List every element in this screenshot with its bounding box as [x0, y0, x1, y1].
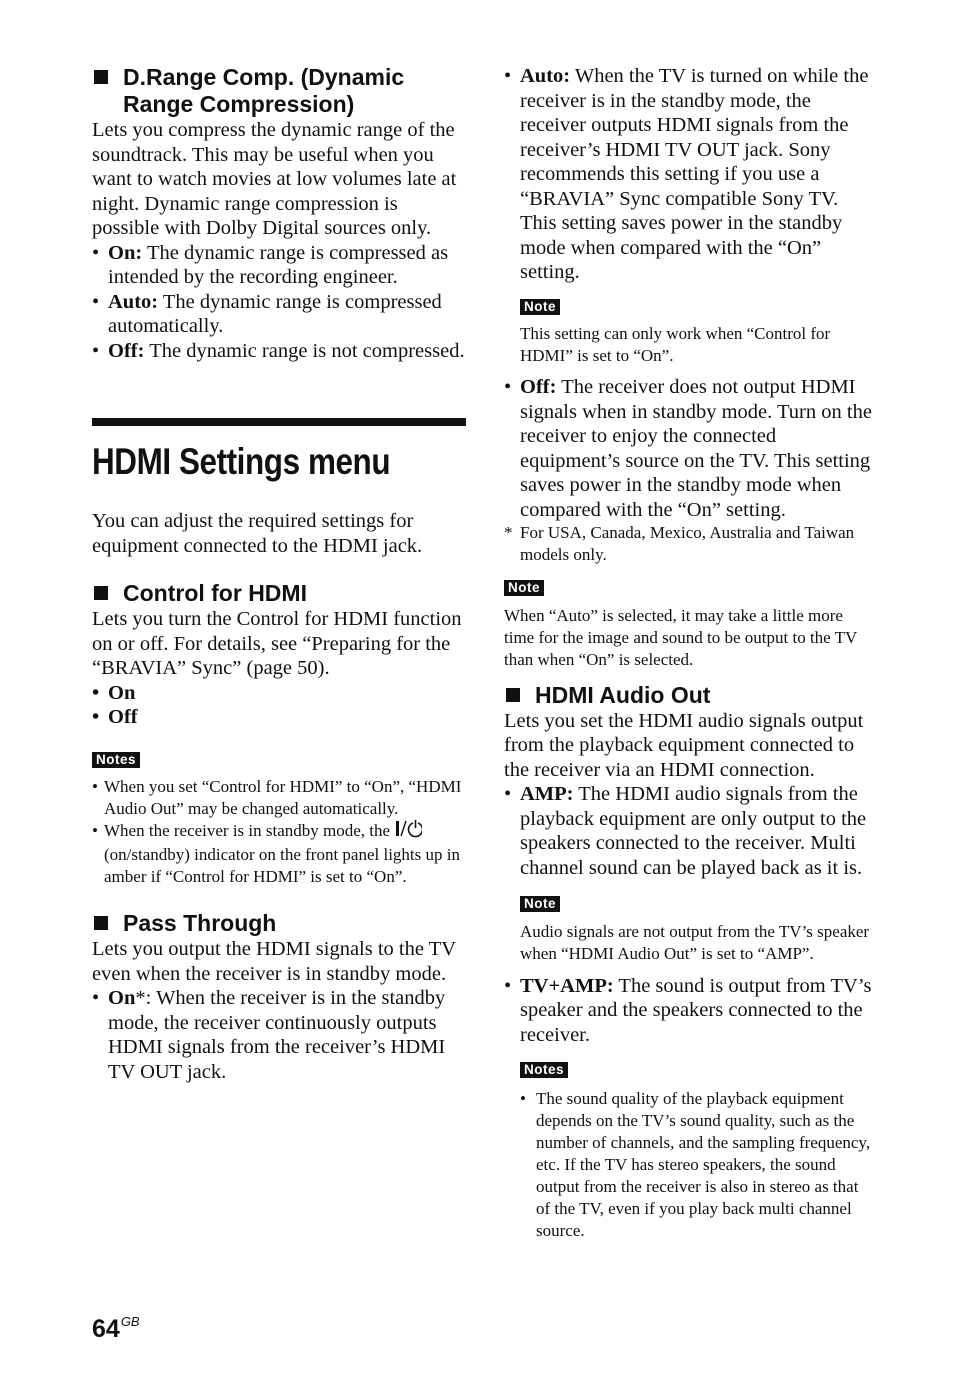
drange-heading: D.Range Comp. (Dynamic Range Compression) [92, 64, 466, 118]
drange-body: Lets you compress the dynamic range of the soundtrack. This may be useful when you want to watch movies at low volumes late at night. Dynamic range compression is possible with Dolby Digital sources only. [92, 119, 457, 239]
section-rule [92, 418, 466, 426]
list-item: • Off: The dynamic range is not compressed. [92, 339, 465, 362]
list-item: • Auto: When the TV is turned on while the receiver is in the standby mode, the receiver outputs HDMI signals from the receiver’s HDMI TV OUT jack. Sony recommends this setting if you use a “BRAVIA” Sync compatible Sony TV. This setting saves power in the standby mode when compared with the “On” setting. [504, 65, 869, 283]
list-item: • Off [92, 706, 138, 728]
list-item: • Off: The receiver does not output HDMI signals when in standby mode. Turn on the receiver to enjoy the connected equipment’s source on the TV. This setting saves power in the standby mode when compared with the “On” setting. [504, 376, 872, 521]
note-text: Audio signals are not output from the TV’s speaker when “HDMI Audio Out” is set to “AMP”. [520, 921, 870, 963]
pass-heading: Pass Through [92, 910, 466, 937]
control-heading: Control for HDMI [92, 580, 466, 607]
section-square-icon [506, 688, 520, 702]
note-item: • When the receiver is in standby mode, the (on/standby) indicator on the front panel lights up in amber if “Control for HDMI” is set to “On”. [92, 821, 460, 886]
list-item: • AMP: The HDMI audio signals from the playback equipment are only output to the speakers connected to the receiver. Multi channel sound can be played back as it is. [504, 783, 867, 879]
note-badge: Note [520, 896, 560, 912]
control-body: Lets you turn the Control for HDMI function on or off. For details, see “Preparing for the “BRAVIA” Sync” (page 50). [92, 608, 462, 679]
note-text: This setting can only work when “Control for HDMI” is set to “On”. [520, 324, 831, 365]
note-badge: Note [520, 299, 560, 315]
list-item: • On [92, 681, 136, 704]
section-square-icon [94, 586, 108, 600]
list-item: • TV+AMP: The sound is output from TV’s speaker and the speakers connected to the receiver. [504, 974, 872, 1046]
list-item: • On: The dynamic range is compressed as intended by the recording engineer. [92, 241, 449, 288]
menu-intro: You can adjust the required settings for equipment connected to the HDMI jack. [92, 510, 423, 557]
page-number: $64^{GB}$ [92, 1314, 140, 1343]
note-text: When “Auto” is selected, it may take a little more time for the image and sound to be output to the TV than when “On” is selected. [504, 605, 858, 669]
audio-heading: HDMI Audio Out [504, 682, 876, 709]
power-standby-icon [394, 820, 422, 844]
list-item: • Auto: The dynamic range is compressed automatically. [92, 290, 442, 337]
footnote: * For USA, Canada, Mexico, Australia and Taiwan models only. [504, 523, 855, 564]
note-item: • The sound quality of the playback equipment depends on the TV’s sound quality, such as the number of channels, and the sampling frequency, etc. If the TV has stereo speakers, the sound output from the receiver is also in stereo as that of the TV, even if you play back multi channel source. [520, 1088, 871, 1240]
page-title: HDMI Settings menu [92, 441, 391, 482]
section-square-icon [94, 916, 108, 930]
section-square-icon [94, 70, 108, 84]
list-item: • On*: When the receiver is in the standby mode, the receiver continuously outputs HDMI signals from the receiver’s HDMI TV OUT jack. [92, 987, 446, 1083]
left-column [92, 64, 466, 1084]
note-item: • When you set “Control for HDMI” to “On”, “HDMI Audio Out” may be changed automatically. [92, 777, 462, 818]
audio-body: Lets you set the HDMI audio signals output from the playback equipment connected to the receiver via an HDMI connection. [504, 709, 864, 781]
right-column [504, 64, 876, 1242]
pass-body: Lets you output the HDMI signals to the TV even when the receiver is in standby mode. [92, 938, 456, 985]
notes-badge: Notes [520, 1062, 568, 1078]
note-badge: Note [504, 580, 544, 596]
notes-badge: Notes [92, 752, 140, 768]
